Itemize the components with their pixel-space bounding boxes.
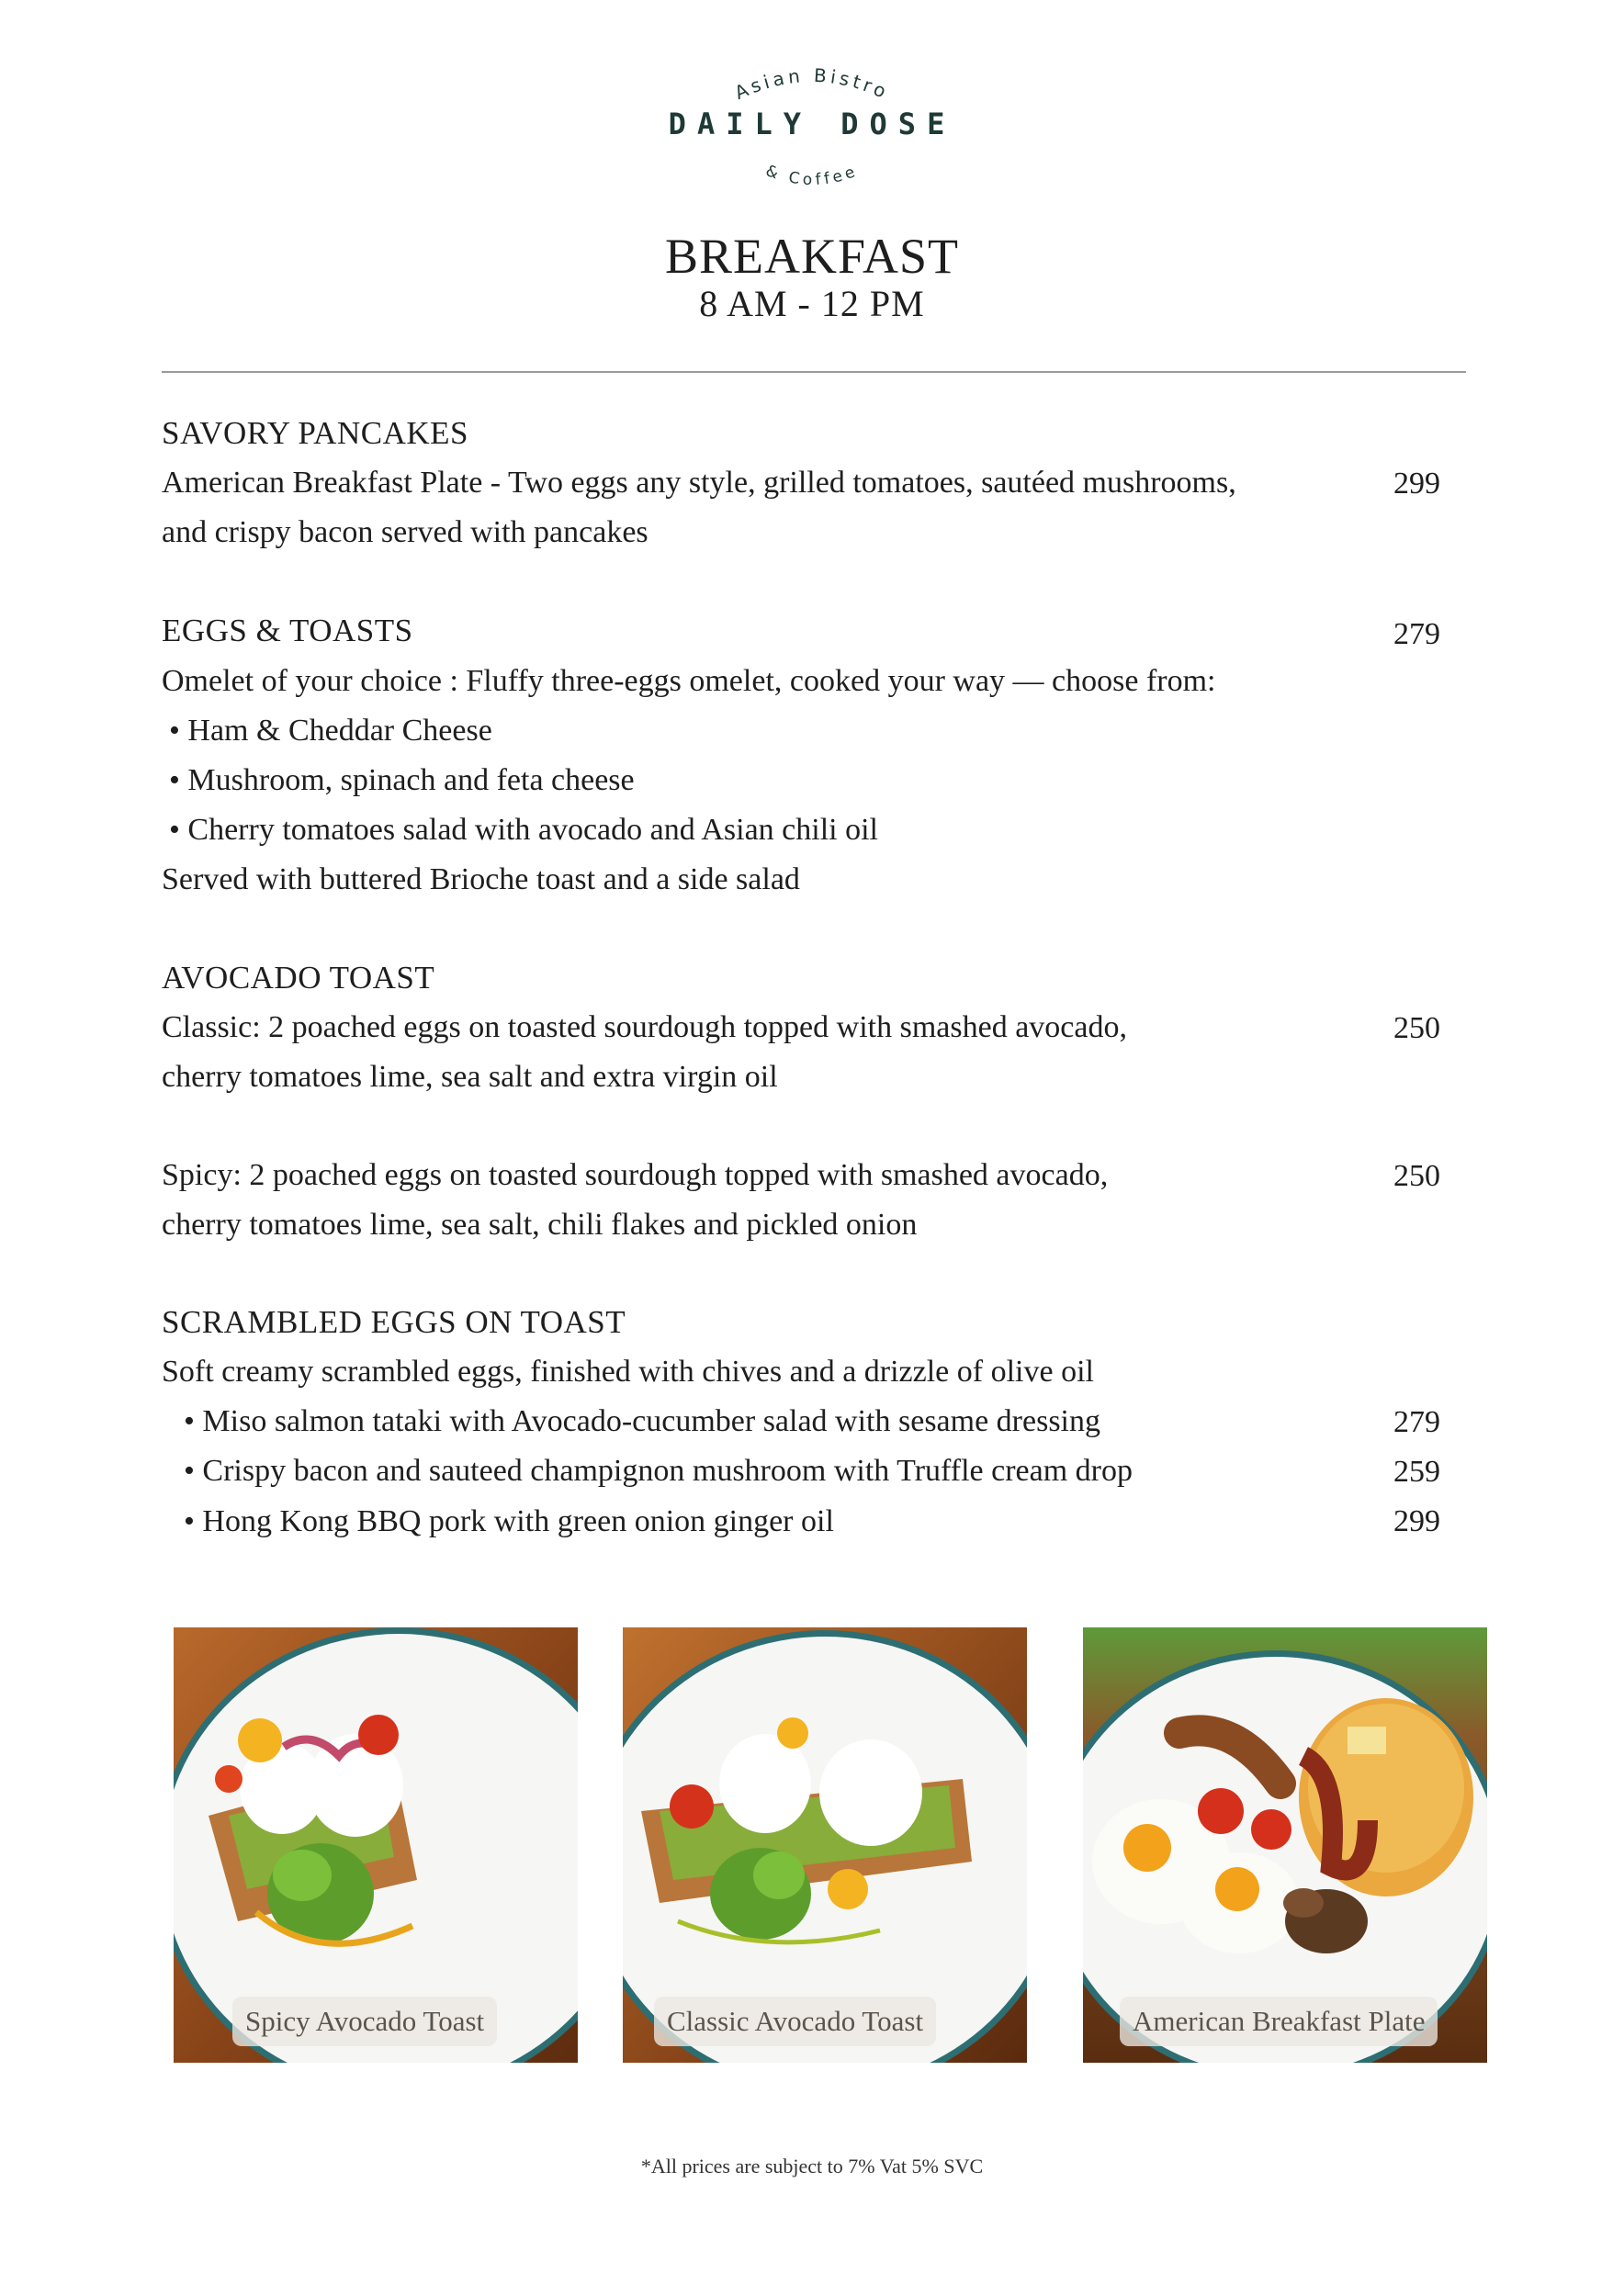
omelet-price: 279 <box>1393 617 1440 651</box>
omelet-desc: Omelet of your choice : Fluffy three-eggs omelet, cooked your way — choose from: <box>162 664 1216 698</box>
photo-spicy-avocado-toast <box>174 1627 578 2063</box>
logo-bottom-text: & Coffee <box>762 162 862 190</box>
spicy-avocado-price: 250 <box>1393 1159 1440 1193</box>
photo-caption: American Breakfast Plate <box>1120 1997 1438 2046</box>
menu-title: BREAKFAST <box>664 229 960 284</box>
omelet-option: • Cherry tomatoes salad with avocado and Asian chili oil <box>169 813 879 847</box>
american-breakfast-price: 299 <box>1393 467 1440 501</box>
classic-avocado-desc-line1: Classic: 2 poached eggs on toasted sourdough topped with smashed avocado, <box>162 1010 1127 1044</box>
photo-classic-avocado-toast <box>623 1627 1027 2063</box>
omelet-option: • Ham & Cheddar Cheese <box>169 714 492 748</box>
spicy-avocado-desc-line2: cherry tomatoes lime, sea salt, chili flakes and pickled onion <box>162 1208 918 1242</box>
menu-hours: 8 AM - 12 PM <box>699 283 925 324</box>
section-heading-scrambled-eggs: SCRAMBLED EGGS ON TOAST <box>162 1304 626 1340</box>
omelet-served-with: Served with buttered Brioche toast and a side salad <box>162 862 800 896</box>
american-breakfast-desc-line1: American Breakfast Plate - Two eggs any style, grilled tomatoes, sautéed mushrooms, <box>162 466 1236 500</box>
classic-avocado-desc-line2: cherry tomatoes lime, sea salt and extra virgin oil <box>162 1060 778 1094</box>
logo <box>665 44 959 200</box>
section-heading-avocado-toast: AVOCADO TOAST <box>162 960 435 996</box>
section-heading-eggs-toasts: EGGS & TOASTS <box>162 613 413 648</box>
section-heading-savory-pancakes: SAVORY PANCAKES <box>162 415 468 451</box>
divider <box>162 371 1466 373</box>
spicy-avocado-desc-line1: Spicy: 2 poached eggs on toasted sourdough topped with smashed avocado, <box>162 1158 1109 1192</box>
scrambled-item-label: • Hong Kong BBQ pork with green onion ginger oil <box>184 1504 834 1538</box>
logo-top-text: Asian Bistro <box>731 63 893 105</box>
photo-caption: Classic Avocado Toast <box>654 1997 936 2046</box>
logo-name: DAILY DOSE <box>668 107 956 141</box>
scrambled-item-label: • Miso salmon tataki with Avocado-cucumber salad with sesame dressing <box>184 1404 1101 1438</box>
scrambled-item-label: • Crispy bacon and sauteed champignon mushroom with Truffle cream drop <box>184 1454 1133 1488</box>
omelet-option: • Mushroom, spinach and feta cheese <box>169 763 635 797</box>
scrambled-eggs-desc: Soft creamy scrambled eggs, finished with chives and a drizzle of olive oil <box>162 1355 1094 1389</box>
classic-avocado-price: 250 <box>1393 1011 1440 1045</box>
scrambled-item-price: 259 <box>1393 1455 1440 1489</box>
photo-american-breakfast-plate <box>1083 1627 1487 2063</box>
scrambled-item-price: 299 <box>1393 1504 1440 1538</box>
price-footnote: *All prices are subject to 7% Vat 5% SVC <box>640 2155 984 2178</box>
american-breakfast-desc-line2: and crispy bacon served with pancakes <box>162 515 648 549</box>
photo-caption: Spicy Avocado Toast <box>232 1997 497 2046</box>
scrambled-item-price: 279 <box>1393 1405 1440 1439</box>
